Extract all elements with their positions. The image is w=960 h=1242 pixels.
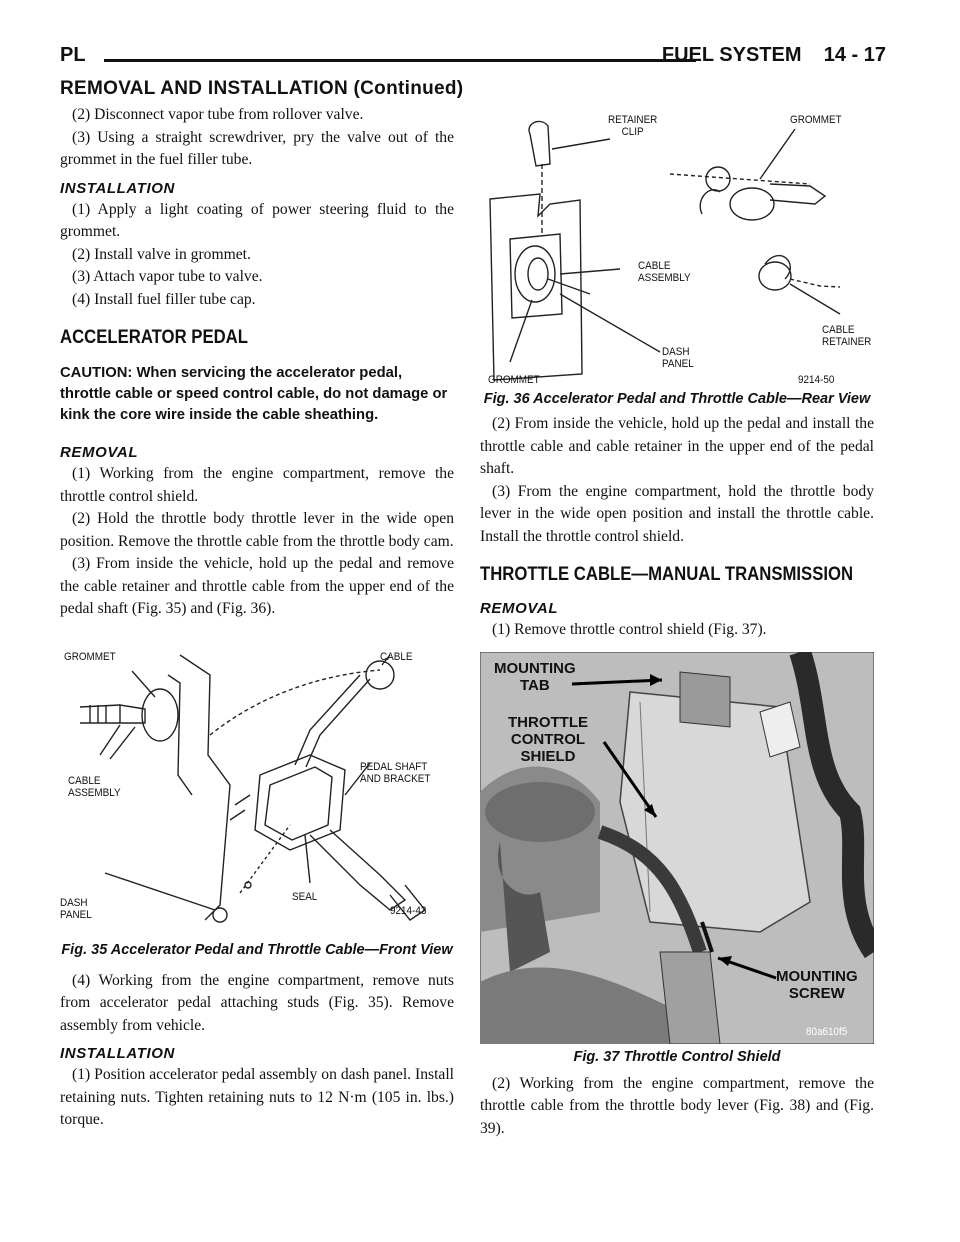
- subheading-removal: REMOVAL: [60, 444, 139, 461]
- label-dash-panel: DASH PANEL: [60, 896, 92, 921]
- paragraph: (1) Working from the engine compartment, remove the throttle control shield.: [60, 465, 454, 505]
- label-dash-panel: DASH PANEL: [662, 346, 694, 370]
- label-grommet-top: GROMMET: [790, 114, 842, 126]
- paragraph: (3) From inside the vehicle, hold up the pedal and remove the cable retainer and throttle cable from the upper end of the pedal shaft (Fig. 35) and (Fig. 36).: [60, 555, 454, 617]
- figure-code: 80a610f5: [806, 1025, 848, 1038]
- paragraph: (1) Remove throttle control shield (Fig. 37).: [492, 621, 767, 638]
- header-rule: [104, 59, 696, 62]
- label-mounting-tab: MOUNTING TAB: [494, 659, 576, 694]
- label-cable-assembly: CABLE ASSEMBLY: [638, 260, 691, 284]
- figure-code: 9214-43: [390, 904, 427, 917]
- page-header: [60, 44, 886, 74]
- section-heading-accelerator-pedal: ACCELERATOR PEDAL: [60, 327, 248, 348]
- caution-note: CAUTION: When servicing the accelerator pedal, throttle cable or speed control cable, do not damage or kink the core wire inside the cable sheathing.: [60, 365, 448, 423]
- label-cable-retainer: CABLE RETAINER: [822, 324, 872, 348]
- section-page-number: FUEL SYSTEM 14 - 17: [661, 44, 886, 66]
- subheading-installation: INSTALLATION: [60, 179, 175, 197]
- label-pedal-shaft-bracket: PEDAL SHAFT AND BRACKET: [360, 760, 431, 785]
- figure-37: [480, 652, 874, 1044]
- figure-36-caption: Fig. 36 Accelerator Pedal and Throttle Cable—Rear View: [483, 391, 871, 407]
- right-column: [480, 104, 874, 1140]
- manual-code: PL: [60, 44, 86, 66]
- left-column: [60, 104, 454, 1132]
- figure-35-caption: Fig. 35 Accelerator Pedal and Throttle Cable—Front View: [61, 941, 453, 958]
- label-retainer-clip: RETAINER CLIP: [608, 114, 658, 138]
- paragraph: (3) From the engine compartment, hold the throttle body lever in the wide open position and install the throttle cable. Install the throttle control shield.: [480, 482, 874, 545]
- label-cable: CABLE: [380, 650, 413, 663]
- paragraph: (4) Install fuel filler tube cap.: [72, 290, 256, 308]
- paragraph: (2) Hold the throttle body throttle lever in the wide open position. Remove the throttle cable from the throttle body cam.: [60, 510, 454, 550]
- paragraph: (1) Apply a light coating of power steering fluid to the grommet.: [60, 200, 454, 240]
- paragraph: (2) Disconnect vapor tube from rollover valve.: [72, 106, 364, 123]
- label-cable-assembly: CABLE ASSEMBLY: [68, 774, 121, 799]
- paragraph: (4) Working from the engine compartment, remove nuts from accelerator pedal attaching studs (Fig. 35). Remove assembly from vehicle.: [60, 971, 454, 1034]
- paragraph: (3) Using a straight screwdriver, pry the valve out of the grommet in the fuel filler tube.: [60, 128, 454, 168]
- label-throttle-control-shield: THROTTLE CONTROL SHIELD: [508, 713, 588, 765]
- paragraph: (2) From inside the vehicle, hold up the pedal and install the throttle cable and cable retainer in the upper end of the pedal shaft.: [480, 415, 874, 477]
- label-seal: SEAL: [292, 890, 318, 903]
- figure-36: [480, 104, 874, 386]
- label-mounting-screw: MOUNTING SCREW: [776, 967, 858, 1002]
- subheading-installation: INSTALLATION: [60, 1045, 175, 1062]
- paragraph: (2) Working from the engine compartment, remove the throttle cable from the throttle body lever (Fig. 38) and (Fig. 39).: [480, 1074, 874, 1137]
- label-grommet-bottom: GROMMET: [488, 374, 540, 386]
- figure-37-caption: Fig. 37 Throttle Control Shield: [573, 1048, 781, 1065]
- section-continued-title: REMOVAL AND INSTALLATION (Continued): [60, 78, 464, 99]
- subheading-removal: REMOVAL: [480, 600, 559, 617]
- paragraph: (2) Install valve in grommet.: [72, 245, 251, 263]
- paragraph: (1) Position accelerator pedal assembly on dash panel. Install retaining nuts. Tighten retaining nuts to 12 N·m (105 in. lbs.) torque.: [60, 1066, 454, 1128]
- figure-code: 9214-50: [798, 374, 835, 386]
- paragraph: (3) Attach vapor tube to valve.: [72, 268, 263, 285]
- figure-36-drawing: [480, 104, 874, 386]
- label-grommet: GROMMET: [64, 650, 116, 663]
- figure-35: [60, 635, 454, 935]
- section-heading-throttle-cable: THROTTLE CABLE—MANUAL TRANSMISSION: [480, 564, 854, 585]
